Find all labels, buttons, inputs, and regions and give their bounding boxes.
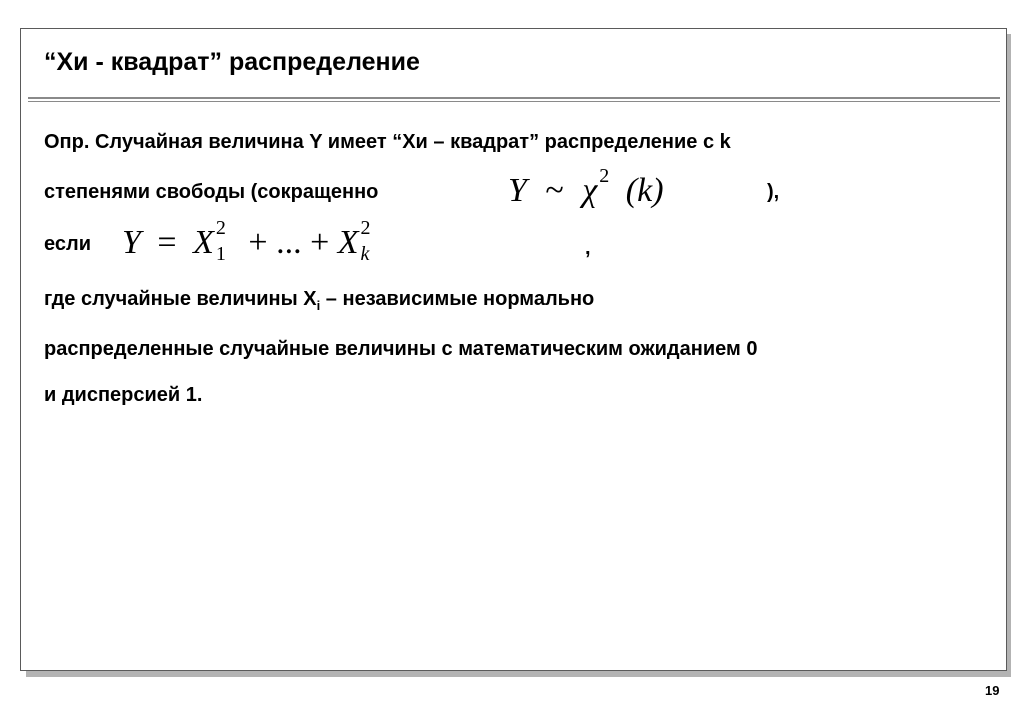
- definition-line-4-end: – независимые нормально: [320, 288, 595, 310]
- definition-line-3: если: [44, 233, 91, 255]
- formula2-x1: X: [193, 224, 214, 261]
- definition-line-4: [44, 288, 594, 311]
- formula2-x1-subscript: 1: [215, 243, 226, 265]
- page-number: 19: [985, 683, 1000, 698]
- sum-of-squares-formula: [122, 217, 385, 265]
- definition-line-4-subscript: i: [316, 298, 321, 313]
- formula2-xk: X: [337, 224, 359, 261]
- definition-line-4-start: где случайные величины X: [44, 288, 317, 310]
- formula2-y: Y: [122, 224, 141, 261]
- formula-y: Y: [508, 172, 527, 209]
- definition-line-2: степенями свободы (сокращенно: [44, 181, 379, 203]
- formula-chi: χ: [582, 172, 598, 209]
- slide-title: “Хи - квадрат” распределение: [44, 48, 420, 76]
- formula2-plus-2: +: [310, 224, 330, 261]
- definition-line-1: Опр. Случайная величина Y имеет “Хи – квадрат” распределение с k: [44, 131, 731, 153]
- formula2-dots: ...: [276, 224, 302, 261]
- formula-chi-superscript: 2: [599, 165, 610, 187]
- formula2-xk-superscript: 2: [360, 217, 371, 239]
- formula2-x1-superscript: 2: [215, 217, 226, 239]
- definition-line-6: и дисперсией 1.: [44, 384, 203, 406]
- title-divider: [28, 97, 1000, 99]
- title-divider-thin: [28, 101, 1000, 102]
- chi-square-notation-formula: [508, 165, 664, 209]
- definition-line-5: распределенные случайные величины с математическим ожиданием 0: [44, 338, 758, 360]
- formula-arg: (k): [625, 172, 664, 209]
- formula2-xk-subscript: k: [360, 243, 370, 265]
- definition-line-3-comma: ,: [585, 237, 591, 259]
- formula2-plus-1: +: [248, 224, 268, 261]
- definition-line-2-close: ),: [767, 181, 780, 203]
- formula-tilde: ~: [545, 172, 564, 209]
- formula2-equals: =: [157, 224, 177, 261]
